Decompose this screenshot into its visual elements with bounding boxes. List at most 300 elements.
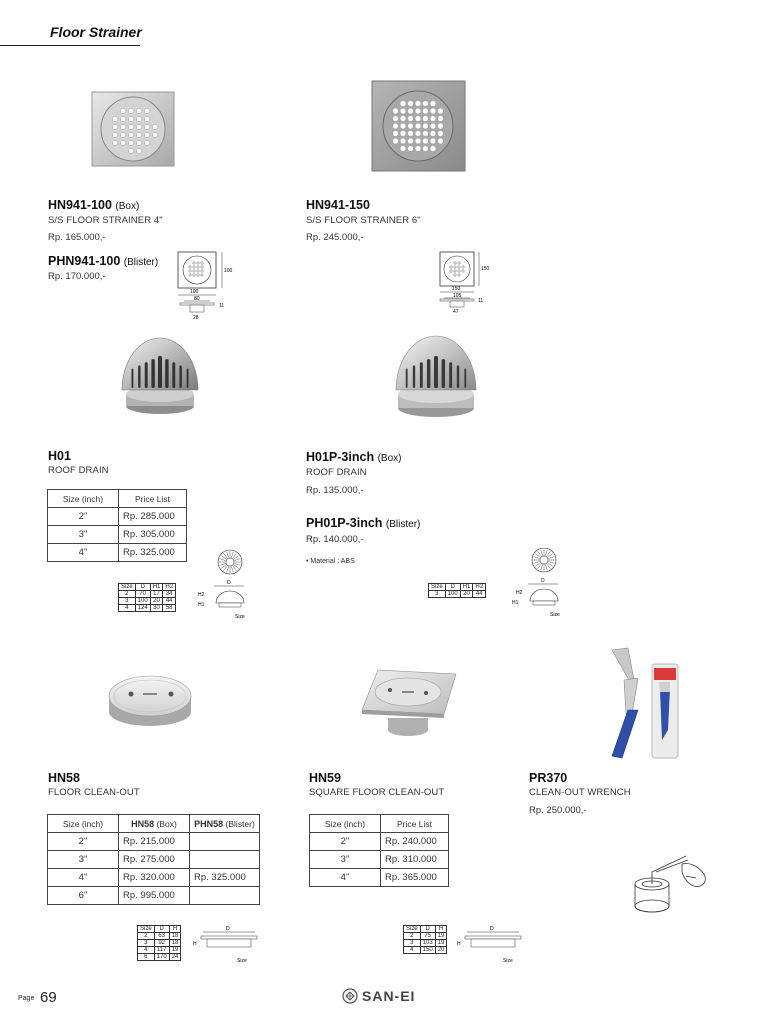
drain-hole: [197, 266, 199, 268]
dome-slot: [165, 359, 168, 388]
drawing-ray: [231, 566, 233, 573]
brand-name: SAN-EI: [362, 988, 416, 1004]
hn59-code: HN59: [309, 771, 341, 785]
pr370-code: PR370: [529, 771, 568, 785]
size-cell: 3": [48, 526, 119, 544]
size-cell: 2": [48, 833, 119, 851]
drain-hole: [193, 266, 195, 268]
drain-hole: [400, 101, 405, 106]
table-row: [310, 851, 449, 869]
hn941-100-desc: S/S FLOOR STRAINER 4": [48, 215, 163, 226]
dim-cell: 70: [135, 591, 150, 598]
page-number: 69: [40, 989, 57, 1006]
drain-hole: [120, 132, 126, 138]
drain-hole: [144, 124, 150, 130]
hn941-150-desc: S/S FLOOR STRAINER 6": [306, 215, 421, 226]
drain-hole: [423, 131, 428, 136]
table-row: [48, 869, 260, 887]
hn59-dimension-table: [403, 925, 447, 954]
dim-cell: 44: [473, 591, 486, 598]
drain-hole: [423, 146, 428, 151]
drain-hole: [128, 140, 134, 146]
dim-header: D: [135, 584, 150, 591]
drawing-ray: [227, 552, 229, 559]
floor-strainer-6-photo: [371, 80, 466, 172]
drain-hole: [393, 138, 398, 143]
drain-hole: [430, 138, 435, 143]
drawing-ray: [545, 550, 547, 557]
roof-drain-photo: [112, 328, 208, 416]
drain-hole: [136, 108, 142, 114]
drawing-ray: [227, 566, 229, 573]
drawing-ray: [234, 559, 241, 561]
drain-hole: [462, 266, 464, 268]
dome-slot: [179, 365, 181, 388]
dim-header: Size: [119, 584, 136, 591]
drawing-ray: [220, 559, 227, 561]
size-cell: 3": [48, 851, 119, 869]
dome-slot: [132, 368, 134, 388]
material-note: • Material : ABS: [306, 558, 355, 565]
wrench-usage-illustration: [626, 848, 712, 920]
drain-hole: [144, 140, 150, 146]
dim-cell: 92: [154, 940, 169, 947]
hn58-dim-d: D: [226, 926, 230, 932]
drain-hole: [415, 108, 420, 113]
drain-hole: [136, 116, 142, 122]
price-cell: [190, 833, 260, 851]
drain-hole: [415, 101, 420, 106]
drain-hole: [408, 123, 413, 128]
h01p-dim-h1: H1: [512, 600, 519, 606]
dim-header: H: [169, 926, 181, 933]
table-header: Price List: [119, 490, 187, 508]
dim-header: Size: [429, 584, 446, 591]
drain-hole: [430, 101, 435, 106]
table-row: [48, 526, 187, 544]
square-floor-clean-out-photo: [358, 666, 462, 740]
dim-cell: 18: [169, 933, 181, 940]
table-row: [48, 887, 260, 905]
drain-hole: [128, 148, 134, 154]
drain-hole: [400, 138, 405, 143]
dim-cell: 3: [404, 940, 421, 947]
drain-hole: [144, 108, 150, 114]
price-cell: Rp. 240.000: [381, 833, 449, 851]
section-title: Floor Strainer: [50, 24, 142, 40]
drain-hole: [415, 131, 420, 136]
drain-hole: [408, 116, 413, 121]
dim-cell: 19: [169, 947, 181, 954]
pr370-price: Rp. 250.000,-: [529, 805, 587, 816]
dim-cell: 4: [404, 947, 421, 954]
hn59-desc: SQUARE FLOOR CLEAN-OUT: [309, 787, 445, 798]
dim-cell: 24: [169, 954, 181, 961]
dim-cell: 100: [135, 598, 150, 605]
drain-hole: [120, 108, 126, 114]
drain-hole: [430, 123, 435, 128]
dim-cell: 3: [429, 591, 446, 598]
hn58-dim-size: Size: [237, 958, 247, 964]
drain-hole: [393, 131, 398, 136]
dim-cell: 150: [420, 947, 435, 954]
ph01p-code: PH01P-3inch (Blister): [306, 516, 421, 530]
drain-hole: [120, 124, 126, 130]
table-header: Price List: [381, 815, 449, 833]
hn941-100-drawing: [172, 248, 242, 323]
hn58-desc: FLOOR CLEAN-OUT: [48, 787, 140, 798]
h01-price-table: [47, 489, 187, 562]
drain-hole: [400, 108, 405, 113]
drawing-ray: [541, 564, 543, 571]
drain-hole: [458, 266, 460, 268]
dome-slot: [172, 362, 175, 388]
drain-hole: [454, 266, 456, 268]
dim-cell: 4: [119, 605, 136, 612]
drain-hole: [438, 138, 443, 143]
drain-hole: [193, 262, 195, 264]
drain-hole: [454, 262, 456, 264]
hn941-150-code: HN941-150: [306, 198, 370, 212]
dim-cell: 20: [435, 947, 447, 954]
drain-hole: [393, 108, 398, 113]
hn941-150-dim-w2: 105: [453, 293, 462, 299]
table-header: Size (inch): [310, 815, 381, 833]
size-cell: 2": [48, 508, 119, 526]
dim-header: Size: [138, 926, 155, 933]
hn59-dim-size: Size: [503, 958, 513, 964]
drain-hole: [430, 146, 435, 151]
dim-header: H2: [163, 584, 176, 591]
h01p-dim-h2: H2: [516, 590, 523, 596]
price-cell: Rp. 325.000: [119, 544, 187, 562]
drain-hole: [438, 123, 443, 128]
ph01p-price: Rp. 140.000,-: [306, 534, 364, 545]
hn941-100-dim-t: 11: [219, 303, 225, 309]
dome-slot: [145, 362, 148, 388]
dim-cell: 19: [435, 933, 447, 940]
dim-cell: 17: [150, 591, 163, 598]
hn941-150-price: Rp. 245.000,-: [306, 232, 364, 243]
hn58-dim-h: H: [193, 941, 197, 947]
dim-header: D: [154, 926, 169, 933]
dim-cell: 30: [150, 605, 163, 612]
dim-header: H1: [460, 584, 473, 591]
drain-hole: [430, 108, 435, 113]
drain-hole: [393, 123, 398, 128]
drawing-ray: [534, 561, 541, 563]
drawing-ray: [545, 564, 547, 571]
drain-hole: [450, 266, 452, 268]
floor-strainer-4-photo: [90, 90, 176, 168]
h01p-desc: ROOF DRAIN: [306, 467, 367, 478]
table-row: [310, 833, 449, 851]
table-header: Size (inch): [48, 490, 119, 508]
drain-hole: [458, 262, 460, 264]
dim-cell: 44: [163, 598, 176, 605]
size-cell: 4": [310, 869, 381, 887]
price-cell: Rp. 320.000: [119, 869, 190, 887]
dim-cell: 58: [163, 605, 176, 612]
drain-hole: [430, 131, 435, 136]
hn941-150-dim-h: 150: [481, 266, 490, 272]
dome-slot: [449, 362, 452, 388]
price-cell: Rp. 285.000: [119, 508, 187, 526]
drain-hole: [193, 274, 195, 276]
drain-hole: [136, 124, 142, 130]
dim-header: Size: [404, 926, 421, 933]
price-cell: Rp. 215.000: [119, 833, 190, 851]
drain-hole: [430, 116, 435, 121]
drain-hole: [189, 270, 191, 272]
h01p-dim-d: D: [541, 578, 545, 584]
drain-hole: [458, 274, 460, 276]
hn59-dim-h: H: [457, 941, 461, 947]
drain-hole: [423, 101, 428, 106]
dim-cell: 117: [154, 947, 169, 954]
h01p-dim-size: Size: [550, 612, 560, 618]
price-cell: [190, 851, 260, 869]
drain-hole: [423, 138, 428, 143]
title-rule: [0, 45, 140, 46]
drain-hole: [189, 274, 191, 276]
h01-dimension-table: [118, 583, 176, 612]
drain-hole: [112, 132, 118, 138]
drain-hole: [152, 124, 158, 130]
drain-hole: [400, 146, 405, 151]
dim-cell: 103: [420, 940, 435, 947]
dim-cell: 170: [154, 954, 169, 961]
drain-hole: [136, 148, 142, 154]
h01-dim-size: Size: [235, 614, 245, 620]
hn941-100-code: HN941-100 (Box): [48, 198, 140, 212]
h01p-price: Rp. 135.000,-: [306, 485, 364, 496]
h01-dim-d: D: [227, 580, 231, 586]
hn941-100-dim-w1: 100: [190, 289, 199, 295]
dome-slot: [413, 365, 415, 388]
drain-hole: [458, 270, 460, 272]
drain-hole: [201, 270, 203, 272]
table-header: HN58 (Box): [119, 815, 190, 833]
dim-cell: 63: [154, 933, 169, 940]
table-header: PHN58 (Blister): [190, 815, 260, 833]
dim-header: H2: [473, 584, 486, 591]
drain-hole: [136, 132, 142, 138]
dome-slot: [406, 368, 408, 388]
drain-hole: [415, 146, 420, 151]
size-cell: 3": [310, 851, 381, 869]
san-ei-logo-icon: [342, 988, 358, 1004]
h01-desc: ROOF DRAIN: [48, 465, 109, 476]
size-cell: 4": [48, 869, 119, 887]
dome-slot: [427, 359, 430, 388]
hn941-150-dim-t: 11: [478, 298, 484, 304]
drawing-ray: [534, 557, 541, 559]
table-row: [48, 851, 260, 869]
drain-hole: [438, 116, 443, 121]
size-cell: 4": [48, 544, 119, 562]
hn941-150-drawing: [432, 248, 502, 323]
drain-hole: [415, 123, 420, 128]
table-row: [48, 508, 187, 526]
drain-hole: [400, 116, 405, 121]
dim-cell: 2: [119, 591, 136, 598]
dome-slot: [420, 362, 423, 388]
page-label: Page: [18, 995, 35, 1002]
hn941-100-dim-h: 100: [224, 268, 233, 274]
drain-hole: [189, 266, 191, 268]
drawing-ray: [231, 552, 233, 559]
drain-hole: [408, 101, 413, 106]
hn59-dim-d: D: [490, 926, 494, 932]
drain-hole: [112, 124, 118, 130]
price-cell: Rp. 995.000: [119, 887, 190, 905]
hn941-100-dim-d: 28: [193, 315, 199, 321]
drain-hole: [423, 116, 428, 121]
price-cell: Rp. 305.000: [119, 526, 187, 544]
dim-cell: 18: [169, 940, 181, 947]
dome-slot: [457, 365, 459, 388]
table-header: Size (inch): [48, 815, 119, 833]
hn941-150-dim-w1: 150: [452, 286, 461, 292]
drain-hole: [120, 116, 126, 122]
dim-cell: 19: [435, 940, 447, 947]
phn941-100-code: PHN941-100 (Blister): [48, 254, 159, 268]
dome-slot: [151, 359, 154, 388]
hn941-100-dim-w2: 80: [194, 296, 200, 302]
dim-cell: 3: [138, 940, 155, 947]
h01-dim-h1: H1: [198, 602, 205, 608]
drain-hole: [423, 123, 428, 128]
drain-hole: [112, 140, 118, 146]
drain-hole: [408, 138, 413, 143]
dim-cell: 2: [404, 933, 421, 940]
h01p-drawing: [510, 546, 570, 618]
drain-hole: [197, 274, 199, 276]
drain-hole: [197, 270, 199, 272]
pr370-desc: CLEAN-OUT WRENCH: [529, 787, 631, 798]
drain-hole: [136, 140, 142, 146]
drain-hole: [450, 270, 452, 272]
drain-hole: [128, 108, 134, 114]
price-cell: [190, 887, 260, 905]
dim-cell: 124: [135, 605, 150, 612]
dome-slot: [158, 356, 162, 388]
dim-cell: 75: [420, 933, 435, 940]
drain-hole: [201, 274, 203, 276]
drain-hole: [128, 124, 134, 130]
size-cell: 6": [48, 887, 119, 905]
dome-slot: [442, 359, 445, 388]
price-cell: Rp. 275.000: [119, 851, 190, 869]
hn58-drawing: [191, 924, 261, 966]
dim-header: D: [420, 926, 435, 933]
dim-cell: 2: [138, 933, 155, 940]
drain-hole: [400, 123, 405, 128]
table-row: [48, 544, 187, 562]
hn58-price-table: [47, 814, 260, 905]
dim-header: H1: [150, 584, 163, 591]
drawing-ray: [220, 563, 227, 565]
h01-dim-h2: H2: [198, 592, 205, 598]
drain-hole: [454, 270, 456, 272]
hn59-price-table: [309, 814, 449, 887]
dim-cell: 4: [138, 947, 155, 954]
hn941-150-dim-d: 47: [453, 309, 459, 315]
drain-hole: [197, 262, 199, 264]
table-row: [310, 869, 449, 887]
hn58-dimension-table: [137, 925, 181, 961]
size-cell: 2": [310, 833, 381, 851]
h01-drawing: [196, 548, 256, 620]
drawing-ray: [234, 563, 241, 565]
drain-hole: [201, 266, 203, 268]
dim-cell: 20: [150, 598, 163, 605]
h01p-code: H01P-3inch (Box): [306, 450, 402, 464]
drain-hole: [201, 262, 203, 264]
h01p-dimension-table: [428, 583, 486, 598]
h01-code: H01: [48, 449, 71, 463]
drain-hole: [400, 131, 405, 136]
price-cell: Rp. 365.000: [381, 869, 449, 887]
drain-hole: [415, 138, 420, 143]
drain-hole: [112, 116, 118, 122]
table-row: [48, 833, 260, 851]
drawing-ray: [548, 561, 555, 563]
dim-header: D: [445, 584, 460, 591]
dome-slot: [434, 356, 438, 388]
drawing-ray: [541, 550, 543, 557]
drawing-ray: [548, 557, 555, 559]
hn58-code: HN58: [48, 771, 80, 785]
dim-cell: 20: [460, 591, 473, 598]
drain-hole: [120, 140, 126, 146]
brand-logo: [342, 988, 415, 1004]
price-cell: Rp. 325.000: [190, 869, 260, 887]
drain-hole: [438, 131, 443, 136]
drain-hole: [408, 146, 413, 151]
drain-hole: [128, 132, 134, 138]
dim-cell: 3: [119, 598, 136, 605]
dim-header: H: [435, 926, 447, 933]
dome-slot: [187, 368, 189, 388]
drain-hole: [408, 131, 413, 136]
dim-cell: 34: [163, 591, 176, 598]
drain-hole: [144, 132, 150, 138]
drain-hole: [454, 274, 456, 276]
drain-hole: [193, 270, 195, 272]
clean-out-wrench-photo: [604, 640, 684, 765]
dome-slot: [138, 365, 140, 388]
drain-hole: [128, 116, 134, 122]
dome-slot: [464, 368, 466, 388]
drain-hole: [415, 116, 420, 121]
hn59-drawing: [455, 924, 525, 966]
drain-hole: [423, 108, 428, 113]
floor-clean-out-photo: [105, 662, 195, 732]
drain-hole: [152, 132, 158, 138]
drain-hole: [144, 116, 150, 122]
hn941-100-price: Rp. 165.000,-: [48, 232, 106, 243]
price-cell: Rp. 310.000: [381, 851, 449, 869]
dim-cell: 6: [138, 954, 155, 961]
roof-drain-3inch-photo: [386, 328, 486, 420]
drain-hole: [408, 108, 413, 113]
drain-hole: [438, 108, 443, 113]
phn941-100-price: Rp. 170.000,-: [48, 271, 106, 282]
drain-hole: [393, 116, 398, 121]
dim-cell: 100: [445, 591, 460, 598]
